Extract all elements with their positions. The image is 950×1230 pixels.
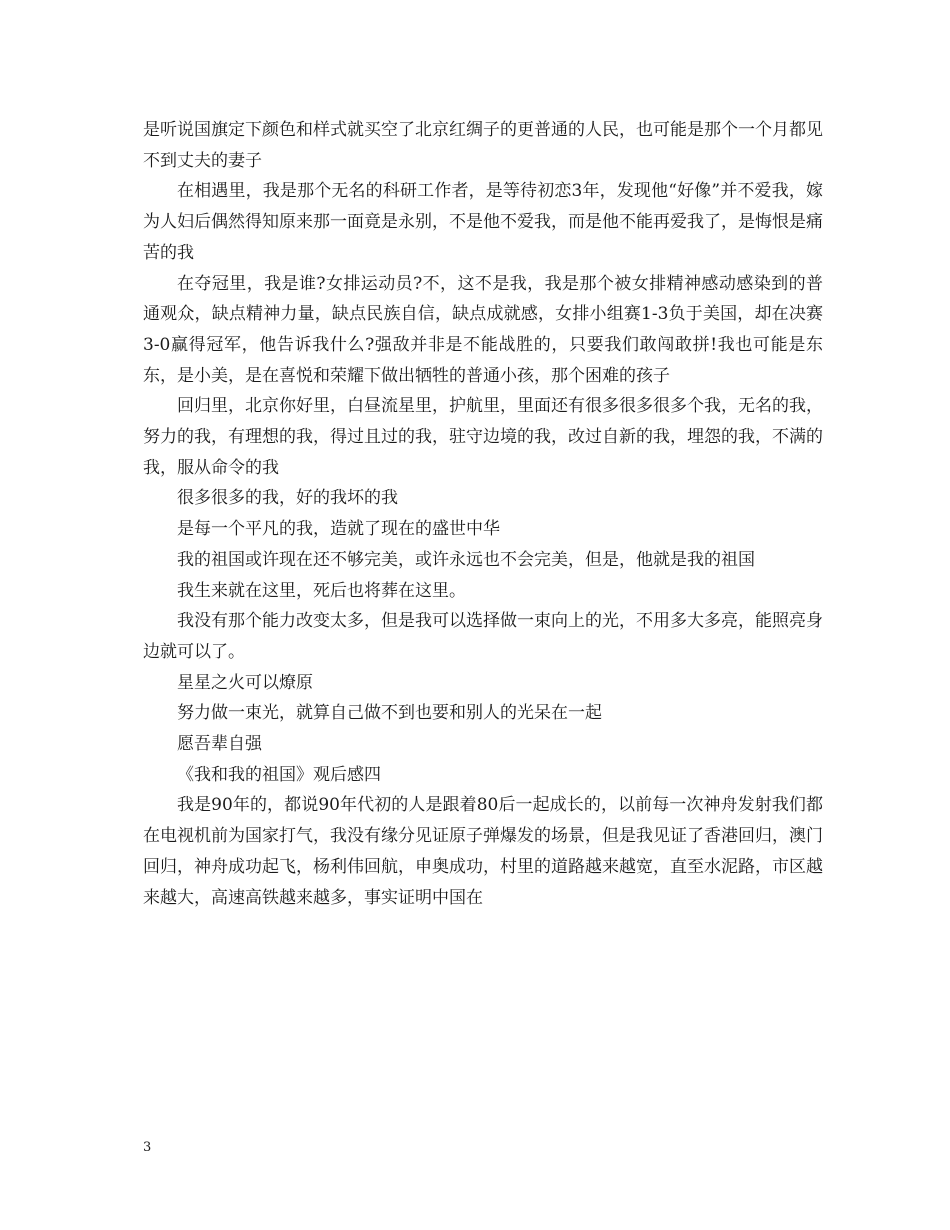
paragraph: 回归里，北京你好里，白昼流星里，护航里，里面还有很多很多很多个我，无名的我，努力的我，有理想的我，得过且过的我，驻守边境的我，改过自新的我，埋怨的我，不满的我，服从命令的我 — [143, 396, 823, 478]
paragraph: 是听说国旗定下颜色和样式就买空了北京红绸子的更普通的人民，也可能是那个一个月都见不到丈夫的妻子 — [143, 120, 823, 171]
paragraph: 我生来就在这里，死后也将葬在这里。 — [177, 580, 466, 601]
document-body — [143, 115, 823, 913]
paragraph: 愿吾辈自强 — [177, 734, 262, 755]
paragraph: 《我和我的祖国》观后感四 — [177, 764, 381, 785]
paragraph: 星星之火可以燎原 — [177, 672, 313, 693]
paragraph: 我的祖国或许现在还不够完美，或许永远也不会完美，但是，他就是我的祖国 — [177, 549, 755, 570]
paragraph: 很多很多的我，好的我坏的我 — [177, 488, 398, 509]
page-number: 3 — [143, 1140, 152, 1155]
paragraph: 是每一个平凡的我，造就了现在的盛世中华 — [177, 519, 500, 540]
paragraph: 在相遇里，我是那个无名的科研工作者，是等待初恋3年，发现他“好像”并不爱我，嫁为人妇后偶然得知原来那一面竟是永别，不是他不爱我，而是他不能再爱我了，是悔恨是痛苦的我 — [143, 181, 823, 263]
paragraph: 在夺冠里，我是谁?女排运动员?不，这不是我，我是那个被女排精神感动感染到的普通观众，缺点精神力量，缺点民族自信，缺点成就感，女排小组赛1-3负于美国，却在决赛3-0赢得冠军，他告诉我什么?强敌并非是不能战胜的，只要我们敢闯敢拼!我也可能是东东，是小美，是在喜悦和荣耀下做出牺牲的普通小孩，那个困难的孩子 — [143, 273, 823, 386]
paragraph: 我是90年的，都说90年代初的人是跟着80后一起成长的，以前每一次神舟发射我们都在电视机前为国家打气，我没有缘分见证原子弹爆发的场景，但是我见证了香港回归，澳门回归，神舟成功起飞，杨利伟回航，申奥成功，村里的道路越来越宽，直至水泥路，市区越来越大，高速高铁越来越多，事实证明中国在 — [143, 795, 823, 908]
paragraph: 我没有那个能力改变太多，但是我可以选择做一束向上的光，不用多大多亮，能照亮身边就可以了。 — [143, 611, 823, 662]
paragraph: 努力做一束光，就算自己做不到也要和别人的光呆在一起 — [177, 703, 602, 724]
